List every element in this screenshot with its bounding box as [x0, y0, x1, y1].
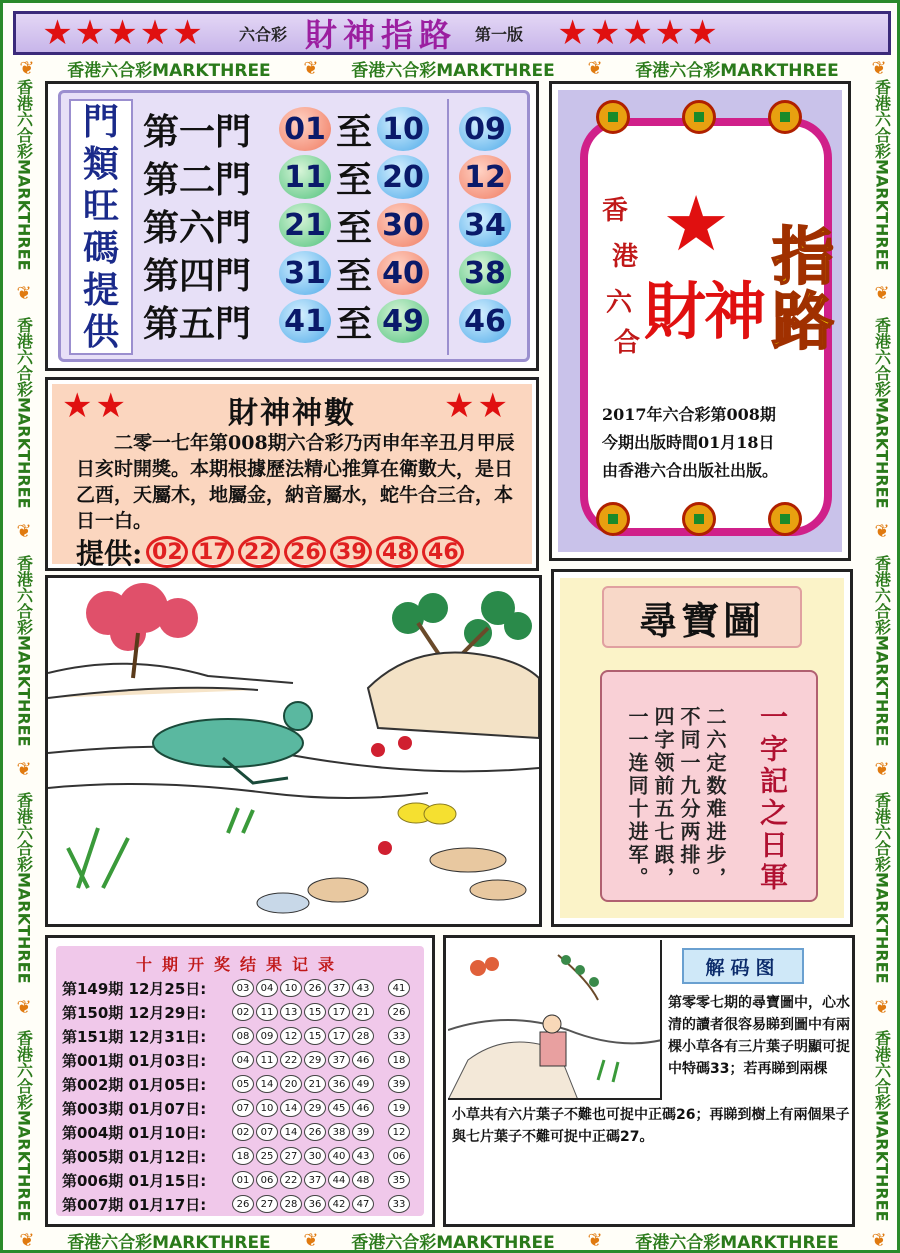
border-text: 香港六合彩MARKTHREE [872, 317, 892, 509]
record-special-number: 41 [388, 979, 410, 997]
number-ball: 49 [377, 299, 429, 343]
record-number: 42 [328, 1195, 350, 1213]
results-record-body [56, 946, 424, 1216]
record-special-number: 39 [388, 1075, 410, 1093]
poster-publisher: 由香港六合出版社出版。 [602, 461, 779, 480]
record-number: 26 [304, 979, 326, 997]
header-label-left: 六合彩 [239, 24, 288, 44]
side-char: 碼 [82, 227, 119, 269]
record-special-number: 33 [388, 1027, 410, 1045]
door-row [143, 201, 429, 249]
clover-icon: ❦ [587, 1229, 603, 1251]
record-number: 15 [304, 1027, 326, 1045]
record-label: 第007期 01月17日: [62, 1195, 207, 1214]
number-ball: 11 [279, 155, 331, 199]
side-char: 門 [82, 101, 119, 143]
door-name: 第一門 [143, 110, 252, 153]
record-number: 25 [256, 1147, 278, 1165]
record-number: 07 [232, 1099, 254, 1117]
number-ball: 10 [377, 107, 429, 151]
record-number: 07 [256, 1123, 278, 1141]
clover-icon: ❦ [871, 521, 893, 543]
record-label: 第003期 01月07日: [62, 1099, 207, 1118]
caishen-poster [549, 81, 851, 561]
page-title: 財神指路 [305, 16, 458, 54]
treasure-map-panel [551, 569, 853, 927]
record-special-number: 33 [388, 1195, 410, 1213]
record-number: 02 [232, 1123, 254, 1141]
record-number: 21 [352, 1003, 374, 1021]
number-ball: 01 [279, 107, 331, 151]
record-number: 38 [328, 1123, 350, 1141]
record-number: 13 [280, 1003, 302, 1021]
record-number: 39 [352, 1123, 374, 1141]
number-circle: 46 [422, 536, 464, 568]
provided-numbers [76, 532, 468, 572]
poster-char: 合 [614, 328, 641, 358]
results-record-panel [45, 935, 435, 1227]
border-text: 香港六合彩MARKTHREE [351, 60, 555, 79]
record-number: 21 [304, 1075, 326, 1093]
border-text: 香港六合彩MARKTHREE [872, 1030, 892, 1222]
record-number: 22 [280, 1051, 302, 1069]
clover-icon: ❦ [13, 758, 35, 780]
record-row [62, 1000, 412, 1024]
clover-icon: ❦ [13, 996, 35, 1018]
record-number: 28 [280, 1195, 302, 1213]
number-ball: 31 [279, 251, 331, 295]
record-number: 27 [256, 1195, 278, 1213]
record-number: 02 [232, 1003, 254, 1021]
record-number: 43 [352, 1147, 374, 1165]
record-number: 46 [352, 1051, 374, 1069]
coin-icon [682, 502, 716, 536]
record-number: 26 [232, 1195, 254, 1213]
poem-column: 不同一九分两排。 [677, 706, 701, 890]
record-special-number: 19 [388, 1099, 410, 1117]
record-number: 40 [328, 1147, 350, 1165]
clover-icon: ❦ [871, 283, 893, 305]
record-number: 04 [256, 979, 278, 997]
coin-icon [596, 502, 630, 536]
border-text: 香港六合彩MARKTHREE [14, 554, 34, 747]
record-special-number: 18 [388, 1051, 410, 1069]
decode-text-part2: 小草共有六片葉子不難也可捉中正碼26；再睇到樹上有兩個果子與七片葉子不難可捉中正碼27。 [452, 1107, 850, 1145]
special-ball: 34 [459, 203, 511, 247]
record-number: 12 [280, 1027, 302, 1045]
border-text: 香港六合彩MARKTHREE [351, 1232, 555, 1251]
record-number: 04 [232, 1051, 254, 1069]
coin-icon [768, 502, 802, 536]
border-right [869, 73, 895, 1228]
clover-icon: ❦ [19, 1229, 35, 1251]
decode-text-part1: 第零零七期的尋寶圖中，心水清的讀者很容易睇到圖中有兩棵小草各有三片葉子明顯可捉中特碼33；若再睇到兩棵 [668, 995, 850, 1077]
number-circle: 22 [238, 536, 280, 568]
poster-char: 六 [606, 288, 633, 318]
clover-icon: ❦ [587, 57, 603, 79]
record-number: 26 [304, 1123, 326, 1141]
header-stars-left: ★★★★★ [42, 13, 205, 53]
clover-icon: ❦ [871, 996, 893, 1018]
record-number: 37 [328, 979, 350, 997]
number-circle: 02 [146, 536, 188, 568]
record-number: 29 [304, 1051, 326, 1069]
section-title: 尋寶圖 [602, 586, 802, 648]
doors-table [58, 90, 530, 362]
record-number: 17 [328, 1027, 350, 1045]
clover-icon: ❦ [303, 1229, 319, 1251]
record-label: 第004期 01月10日: [62, 1123, 207, 1142]
border-text: 香港六合彩MARKTHREE [14, 1030, 34, 1222]
record-number: 05 [232, 1075, 254, 1093]
special-ball: 38 [459, 251, 511, 295]
section-title: 解码图 [682, 948, 804, 984]
number-circle: 26 [284, 536, 326, 568]
coin-icon [682, 100, 716, 134]
clover-icon: ❦ [13, 283, 35, 305]
side-char: 類 [82, 143, 119, 185]
doors-side-title [69, 99, 133, 355]
frog-illustration [45, 575, 542, 927]
record-row [62, 1024, 412, 1048]
record-number: 06 [256, 1171, 278, 1189]
record-label: 第151期 12月31日: [62, 1027, 207, 1046]
door-row [143, 153, 429, 201]
decode-panel [443, 935, 855, 1227]
number-ball: 30 [377, 203, 429, 247]
number-ball: 20 [377, 155, 429, 199]
border-text: 香港六合彩MARKTHREE [14, 792, 34, 984]
record-row [62, 1072, 412, 1096]
special-ball: 46 [459, 299, 511, 343]
record-number: 37 [328, 1051, 350, 1069]
record-number: 22 [280, 1171, 302, 1189]
border-text: 香港六合彩MARKTHREE [872, 554, 892, 747]
poster-issue: 2017年六合彩第008期 [602, 405, 776, 424]
clover-icon: ❦ [303, 57, 319, 79]
clover-icon: ❦ [871, 1229, 887, 1251]
star-icon: ★★ [444, 386, 511, 426]
section-title: 財神神數 [228, 396, 356, 431]
provide-label: 提供: [76, 537, 143, 570]
border-text: 香港六合彩MARKTHREE [872, 792, 892, 984]
border-text: 香港六合彩MARKTHREE [635, 60, 839, 79]
record-label: 第002期 01月05日: [62, 1075, 207, 1094]
poster-date: 今期出版時間01月18日 [602, 433, 775, 452]
door-name: 第六門 [143, 206, 252, 249]
door-name: 第四門 [143, 254, 252, 297]
poem-column: 一一连同十进军。 [625, 706, 649, 890]
red-star-icon: ★ [662, 179, 731, 268]
poster-caishen: 財神 [644, 275, 765, 348]
record-row [62, 1144, 412, 1168]
record-special-number: 12 [388, 1123, 410, 1141]
record-row [62, 1096, 412, 1120]
side-char: 供 [82, 311, 119, 353]
star-icon: ★★ [62, 386, 129, 426]
record-number: 18 [232, 1147, 254, 1165]
door-row [143, 105, 429, 153]
caishen-description: 二零一七年第008期六合彩乃丙申年辛丑月甲辰日亥时開獎。本期根據歷法精心推算在衛數大，是日乙酉，天屬木，地屬金，納音屬水，蛇牛合三合，本日一白。 [76, 432, 515, 532]
side-char: 旺 [82, 185, 119, 227]
record-number: 10 [280, 979, 302, 997]
treasure-map-background [560, 578, 844, 918]
record-number: 10 [256, 1099, 278, 1117]
record-number: 14 [280, 1099, 302, 1117]
clover-icon: ❦ [871, 57, 887, 79]
section-title: 十期开奖结果记录 [135, 955, 344, 974]
number-ball: 40 [377, 251, 429, 295]
border-text: 香港六合彩MARKTHREE [14, 317, 34, 509]
border-text: 香港六合彩MARKTHREE [67, 1232, 271, 1251]
border-text: 香港六合彩MARKTHREE [67, 60, 271, 79]
scroll [600, 670, 818, 902]
frog-scene-image [48, 578, 539, 924]
door-row [143, 249, 429, 297]
to-label: 至 [335, 254, 372, 297]
record-number: 09 [256, 1027, 278, 1045]
door-name: 第五門 [143, 302, 252, 345]
record-number: 43 [352, 979, 374, 997]
record-special-number: 06 [388, 1147, 410, 1165]
record-number: 17 [328, 1003, 350, 1021]
record-number: 45 [328, 1099, 350, 1117]
coin-icon [596, 100, 630, 134]
record-number: 36 [328, 1075, 350, 1093]
record-number: 03 [232, 979, 254, 997]
number-circle: 17 [192, 536, 234, 568]
border-top [3, 57, 900, 79]
decode-illustration [448, 940, 662, 1100]
poster-background [558, 90, 842, 552]
divider [447, 99, 449, 355]
border-text: 香港六合彩MARKTHREE [872, 79, 892, 271]
poem-column: 四字领前五七跟， [651, 706, 675, 890]
header-bar [13, 11, 891, 55]
record-label: 第150期 12月29日: [62, 1003, 207, 1022]
record-special-number: 35 [388, 1171, 410, 1189]
record-special-number: 26 [388, 1003, 410, 1021]
border-text: 香港六合彩MARKTHREE [14, 79, 34, 271]
to-label: 至 [335, 110, 372, 153]
special-ball: 09 [459, 107, 511, 151]
number-circle: 39 [330, 536, 372, 568]
header-label-right: 第一版 [475, 24, 524, 44]
record-number: 30 [304, 1147, 326, 1165]
record-number: 28 [352, 1027, 374, 1045]
record-number: 29 [304, 1099, 326, 1117]
border-left [11, 73, 37, 1228]
special-ball: 12 [459, 155, 511, 199]
record-label: 第001期 01月03日: [62, 1051, 207, 1070]
poster-zhilu: 指路 [772, 220, 835, 359]
door-name: 第二門 [143, 158, 252, 201]
record-number: 14 [256, 1075, 278, 1093]
number-circle: 48 [376, 536, 418, 568]
record-number: 15 [304, 1003, 326, 1021]
record-number: 11 [256, 1003, 278, 1021]
record-number: 44 [328, 1171, 350, 1189]
to-label: 至 [335, 206, 372, 249]
border-bottom [3, 1229, 900, 1251]
record-label: 第005期 01月12日: [62, 1147, 207, 1166]
record-row [62, 1120, 412, 1144]
to-label: 至 [335, 302, 372, 345]
record-label: 第006期 01月15日: [62, 1171, 207, 1190]
coin-icon [768, 100, 802, 134]
clover-icon: ❦ [19, 57, 35, 79]
record-number: 48 [352, 1171, 374, 1189]
record-number: 11 [256, 1051, 278, 1069]
side-char: 提 [82, 269, 119, 311]
poster-char: 香 [602, 196, 629, 226]
record-number: 36 [304, 1195, 326, 1213]
clover-icon: ❦ [13, 521, 35, 543]
poem-highlight: 一字記之日軍 [756, 702, 789, 894]
number-ball: 41 [279, 299, 331, 343]
record-number: 14 [280, 1123, 302, 1141]
record-row [62, 1048, 412, 1072]
record-label: 第149期 12月25日: [62, 979, 207, 998]
decode-scene-image [448, 940, 662, 1100]
record-number: 46 [352, 1099, 374, 1117]
record-number: 27 [280, 1147, 302, 1165]
record-number: 49 [352, 1075, 374, 1093]
record-number: 47 [352, 1195, 374, 1213]
poem-column: 二六定数难进步， [703, 706, 727, 890]
header-stars-right: ★★★★★ [557, 13, 720, 53]
clover-icon: ❦ [871, 758, 893, 780]
record-number: 01 [232, 1171, 254, 1189]
record-number: 37 [304, 1171, 326, 1189]
door-row [143, 297, 429, 345]
poster-char: 港 [612, 242, 639, 272]
caishen-numbers-body [52, 384, 532, 570]
record-row [62, 1168, 412, 1192]
record-number: 08 [232, 1027, 254, 1045]
record-row [62, 1192, 412, 1216]
border-text: 香港六合彩MARKTHREE [635, 1232, 839, 1251]
doors-panel [45, 81, 539, 371]
record-number: 20 [280, 1075, 302, 1093]
caishen-numbers-panel [45, 377, 539, 571]
record-row [62, 976, 412, 1000]
to-label: 至 [335, 158, 372, 201]
number-ball: 21 [279, 203, 331, 247]
